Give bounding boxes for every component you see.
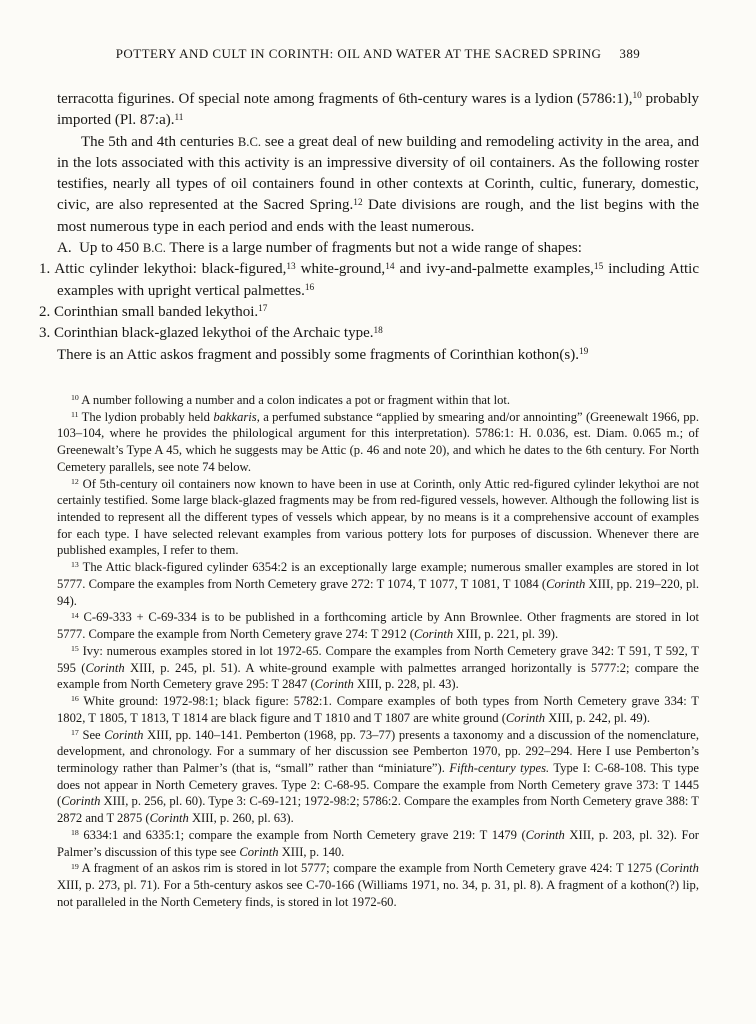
footnote-number: 17: [71, 727, 79, 737]
footnote-17: $^{17}$ See Corinth XIII, pp. 140–141. Pemberton (1968, pp. 73–77) presents a taxonomy and a discussion of the nomenclature, development, and chronology. For a summary of her discussion see Pemberton 1970, pp. 292–294. Here I use Pemberton’s terminology rather than Palmer’s (that is, “small” rather than “miniature”). Fifth-century types. Type I: C-68-108. This type does not appear in North Cemetery graves. Type 2: C-68-95. Compare the example from North Cemetery grave 373: T 1445 (Corinth XIII, p. 256, pl. 60). Type 3: C-69-121; 1972-98:2; 5786:2. Compare the examples from North Cemetery grave 388: T 2872 and T 2875 (Corinth XIII, p. 260, pl. 63).: [57, 727, 700, 826]
section-heading: A. Up to 450 B.C. There is a large number of fragments but not a wide range of shapes:: [57, 240, 582, 257]
footnotes: [57, 392, 699, 911]
footnote-number: 18: [71, 828, 79, 838]
footnote-number: 13: [71, 560, 79, 570]
body-content: [39, 89, 700, 366]
list-item: 3. Corinthian black-glazed lekythoi of the Archaic type.$^{18}$: [39, 325, 383, 342]
footnote-number: 15: [71, 643, 79, 653]
footnote-number: 12: [71, 476, 79, 486]
footnote-15: $^{15}$ Ivy: numerous examples stored in lot 1972-65. Compare the examples from North Cemetery grave 342: T 591, T 592, T 595 (Corinth XIII, p. 245, pl. 51). A white-ground example with palmettes arranged horizontally is 5777:2; compare the example from North Cemetery grave 295: T 2847 (Corinth XIII, p. 228, pl. 43).: [57, 643, 700, 692]
paragraph: The 5th and 4th centuries B.C. see a great deal of new building and remodeling activity in the area, and in the lots associated with this activity is an impressive diversity of oil containers. As the following roster testifies, nearly all types of oil containers found in other contexts at Corinth, cultic, funerary, domestic, civic, are also represented at the Sacred Spring.$^{12}$ Date divisions are rough, and the list begins with the most numerous type in each period and ends with the least numerous.: [57, 133, 700, 235]
footnote-number: 10: [71, 392, 79, 402]
paragraph: terracotta figurines. Of special note among fragments of 6th-century wares is a lydion (5786:1),$^{10}$ probably imported (Pl. 87:a).$^{11}$: [57, 91, 699, 129]
paragraph: There is an Attic askos fragment and possibly some fragments of Corinthian kothon(s).$^{19}$: [57, 346, 589, 363]
page-number: 389: [619, 46, 641, 61]
footnote-number: 16: [71, 694, 79, 704]
footnote-18: $^{18}$ 6334:1 and 6335:1; compare the example from North Cemetery grave 219: T 1479 (Corinth XIII, p. 203, pl. 32). For Palmer’s discussion of this type see Corinth XIII, p. 140.: [57, 827, 699, 859]
footnote-10: $^{10}$ A number following a number and a colon indicates a pot or fragment within that lot.: [71, 392, 511, 407]
footnote-11: $^{11}$ The lydion probably held bakkaris, a perfumed substance “applied by smearing and/or annointing” (Greenewalt 1966, pp. 103–104, where he provides the philological argument for this interpretation). 5786:1: H. 0.036, est. Diam. 0.065 m.; of Greenewalt’s Type A 45, which he suggests may be Attic (p. 46 and note 20), and which he dates to the 6th century. For North Cemetery parallels, see note 74 below.: [57, 409, 699, 474]
footnote-16: $^{16}$ White ground: 1972-98:1; black figure: 5782:1. Compare examples of both types from North Cemetery grave 334: T 1802, T 1805, T 1813, T 1814 are black figure and T 1810 and T 1807 are white ground (Corinth XIII, p. 242, pl. 49).: [57, 694, 700, 725]
footnote-number: 14: [71, 610, 79, 620]
list-item: 1. Attic cylinder lekythoi: black-figured,$^{13}$ white-ground,$^{14}$ and ivy-and-palmette examples,$^{15}$ including Attic examples with upright vertical palmettes.$^{16}$: [39, 261, 699, 299]
running-head: [57, 46, 699, 62]
footnote-number: 11: [71, 409, 79, 419]
footnote-12: $^{12}$ Of 5th-century oil containers now known to have been in use at Corinth, only Attic red-figured cylinder lekythoi are not certainly testified. Some large black-glazed fragments may be from red-figured vessels, however. Although the following list is intended to represent all the different types of vessels which appear, by no means is it a comprehensive account of examples for each type. I have selected relevant examples from various pottery lots for purposes of discussion. Whenever there are published examples, I refer to them.: [57, 476, 700, 558]
list-item: 2. Corinthian small banded lekythoi.$^{17}$: [39, 303, 268, 320]
running-head-title: POTTERY AND CULT IN CORINTH: OIL AND WATER AT THE SACRED SPRING: [115, 46, 602, 61]
footnote-14: $^{14}$ C-69-333 + C-69-334 is to be published in a forthcoming article by Ann Brownlee. Other fragments are stored in lot 5777. Compare the example from North Cemetery grave 274: T 2912 (Corinth XIII, p. 221, pl. 39).: [57, 610, 700, 642]
footnote-number: 19: [71, 861, 79, 871]
footnote-19: $^{19}$ A fragment of an askos rim is stored in lot 5777; compare the example from North Cemetery grave 424: T 1275 (Corinth XIII, p. 273, pl. 71). For a 5th-century askos see C-70-166 (Williams 1971, no. 34, p. 31, pl. 8). A fragment of a kothon(?) lip, not paralleled in the North Cemetery finds, is stored in lot 1972-60.: [57, 861, 699, 909]
footnote-13: $^{13}$ The Attic black-figured cylinder 6354:2 is an exceptionally large example; numerous smaller examples are stored in lot 5777. Compare the examples from North Cemetery grave 272: T 1074, T 1077, T 1081, T 1084 (Corinth XIII, pp. 219–220, pl. 94).: [57, 560, 700, 608]
